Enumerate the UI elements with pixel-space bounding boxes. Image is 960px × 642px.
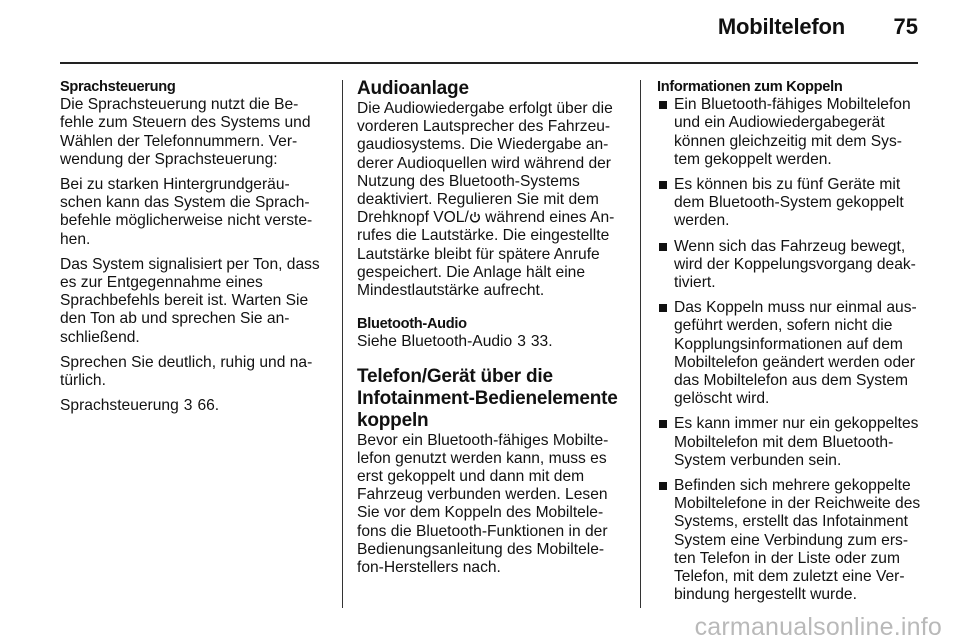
section-heading-audioanlage: Audioanlage <box>357 78 469 99</box>
watermark: carmanualsonline.info <box>694 613 942 641</box>
paragraph-text: Die Audiowiedergabe erfolgt über die vorderen Lautsprecher des Fahrzeu-gaudiosystems. Die Wiedergabe an-derer Audioquellen wird während der Nutzung des Bluetooth-Systems deaktiviert. Regulieren Sie mit dem Drehknopf VOL/ <box>357 100 613 227</box>
section-heading-sprachsteuerung: Sprachsteuerung <box>60 79 176 95</box>
column-3 <box>657 78 925 611</box>
list-item-text: Befinden sich mehrere gekoppelte Mobiltelefone in der Reichweite des Systems, erstellt das Infotainment System eine Verbindung zum ers-ten Telefon in der Liste oder zum Telefon, mit dem zuletzt eine Ver-bindung hergestellt wurde. <box>674 477 921 604</box>
cross-reference[interactable] <box>60 397 328 415</box>
paragraph <box>357 100 627 300</box>
paragraph: Bei zu starken Hintergrundgeräu-schen kann das System die Sprach-befehle möglicherweise nicht verste-hen. <box>60 176 313 248</box>
list-item-text: Ein Bluetooth-fähiges Mobiltelefon und ein Audiowiedergabegerät können gleichzeitig mit dem Sys-tem gekoppelt werden. <box>674 96 911 168</box>
list-item <box>657 477 925 604</box>
paragraph: Sprechen Sie deutlich, ruhig und na-türlich. <box>60 353 313 390</box>
bullet-square-icon <box>659 482 667 490</box>
paragraph: Das System signalisiert per Ton, dass es zur Entgegennahme eines Sprachbefehls bereit ist. Warten Sie den Ton ab und sprechen Sie an-schließend. <box>60 255 320 346</box>
bullet-square-icon <box>659 420 667 428</box>
bullet-square-icon <box>659 101 667 109</box>
list-item <box>657 96 925 169</box>
page-number: 75 <box>893 14 918 39</box>
paragraph-text: während eines An-rufes die Lautstärke. Die eingestellte Lautstärke bleibt für spätere Anrufe gespeichert. Die Anlage hält eine Mindestlautstärke aufrecht. <box>357 209 615 300</box>
page-reference-arrow-icon: 3 <box>517 333 526 351</box>
section-heading-informationen-koppeln: Informationen zum Koppeln <box>657 79 843 95</box>
column-2 <box>357 78 627 584</box>
list-item <box>657 176 925 231</box>
list-item-text: Das Koppeln muss nur einmal aus-geführt werden, sofern nicht die Kopplungsinformationen auf dem Mobiltelefon geändert werden oder das Mobiltelefon aus dem System gelöscht wird. <box>674 299 917 408</box>
bullet-square-icon <box>659 243 667 251</box>
bullet-square-icon <box>659 304 667 312</box>
reference-text: Sprachsteuerung <box>60 397 179 415</box>
column-1 <box>60 78 328 422</box>
header-divider <box>60 62 918 64</box>
section-heading-koppeln: Telefon/Gerät über die Infotainment-Bedienelemente koppeln <box>357 365 618 431</box>
reference-page: 33. <box>530 333 553 351</box>
page-title: Mobiltelefon <box>717 14 845 39</box>
power-icon <box>469 211 481 224</box>
paragraph: Bevor ein Bluetooth-fähiges Mobilte-lefon genutzt werden kann, muss es erst gekoppelt und dann mit dem Fahrzeug verbunden werden. Lesen Sie vor dem Koppeln des Mobiltele-fons die Bluetooth-Funktionen in der Bedienungsanleitung des Mobiltele-fon-Herstellers nach. <box>357 431 609 577</box>
list-item <box>657 238 925 293</box>
list-item-text: Es kann immer nur ein gekoppeltes Mobiltelefon mit dem Bluetooth-System verbunden sein. <box>674 415 919 469</box>
column-divider-1 <box>342 80 343 608</box>
bullet-list <box>657 96 925 604</box>
reference-page: 66. <box>197 397 220 415</box>
list-item-text: Wenn sich das Fahrzeug bewegt, wird der Koppelungsvorgang deak-tiviert. <box>674 237 916 292</box>
section-heading-bluetooth-audio: Bluetooth-Audio <box>357 316 467 333</box>
page-reference-arrow-icon: 3 <box>183 397 193 415</box>
list-item-text: Es können bis zu fünf Geräte mit dem Bluetooth-System gekoppelt werden. <box>674 176 904 230</box>
list-item <box>657 299 925 408</box>
column-divider-2 <box>640 80 641 608</box>
paragraph: Die Sprachsteuerung nutzt die Be-fehle zum Steuern des Systems und Wählen der Telefonnummern. Ver-wendung der Sprachsteuerung: <box>60 96 311 168</box>
reference-text: Siehe Bluetooth-Audio <box>357 333 513 351</box>
list-item <box>657 415 925 470</box>
cross-reference[interactable] <box>357 333 627 351</box>
bullet-square-icon <box>659 181 667 189</box>
